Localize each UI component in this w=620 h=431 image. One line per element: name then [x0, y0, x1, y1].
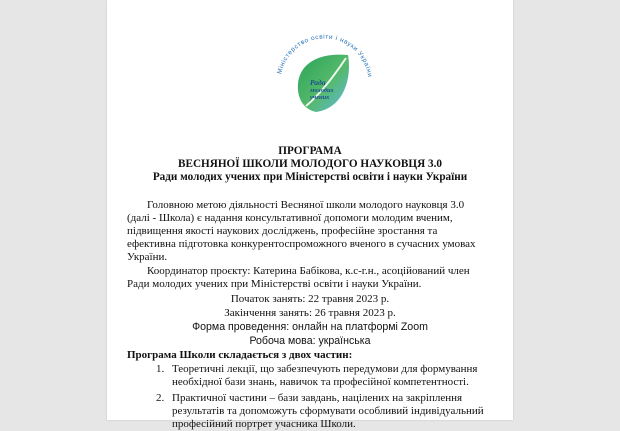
list-text: професійний портрет учасника Школи. [172, 418, 356, 430]
logo-word-3: учених [310, 94, 330, 101]
list-text: Практичної частини – бази завдань, націлених на закріплення [172, 392, 463, 404]
list-text: Теоретичні лекції, що забезпечують передумови для формування [172, 363, 478, 375]
language-line: Робоча мова: українська [249, 335, 371, 347]
intro-line: Головною метою діяльності Весняної школи молодого науковця 3.0 [147, 199, 465, 211]
parts-heading: Програма Школи складається з двох частин: [127, 349, 353, 361]
intro-line: України. [127, 251, 168, 263]
logo-ring-text: Міністерство освіти і науки України [276, 33, 374, 78]
coordinator-line: Координатор проєкту: Катерина Бабікова, к.с-г.н., асоційований член [147, 265, 470, 277]
document-page [107, 0, 513, 430]
logo-word-1: Рада [310, 78, 326, 87]
council-logo [272, 30, 377, 135]
intro-line: підвищення якості наукових досліджень, професійне зростання та [127, 225, 438, 237]
format-line: Форма проведення: онлайн на платформі Zoom [192, 321, 428, 333]
list-text: необхідної бази знань, навичок та професійної компетентності. [172, 376, 469, 388]
intro-line: ефективна підготовка конкурентоспроможного вченого в сучасних умовах [127, 238, 476, 250]
end-date: Закінчення занять: 26 травня 2023 р. [224, 307, 396, 319]
start-date: Початок занять: 22 травня 2023 р. [230, 293, 390, 305]
list-number: 2. [156, 392, 165, 404]
doc-subtitle: ВЕСНЯНОЇ ШКОЛИ МОЛОДОГО НАУКОВЦЯ 3.0 [178, 158, 442, 170]
doc-title: ПРОГРАМА [278, 145, 342, 157]
doc-council-line: Ради молодих учених при Міністерстві освіти і науки України [152, 171, 468, 183]
list-number: 1. [156, 363, 165, 375]
logo-word-2: молодих [310, 87, 334, 94]
list-text: результатів та допоможуть сформувати особливий індивідуальний [172, 405, 484, 417]
intro-line: (далі - Школа) є надання консультативної допомоги молодим вченим, [127, 212, 453, 224]
coordinator-line: Ради молодих учених при Міністерстві освіти і науки України. [127, 278, 422, 290]
